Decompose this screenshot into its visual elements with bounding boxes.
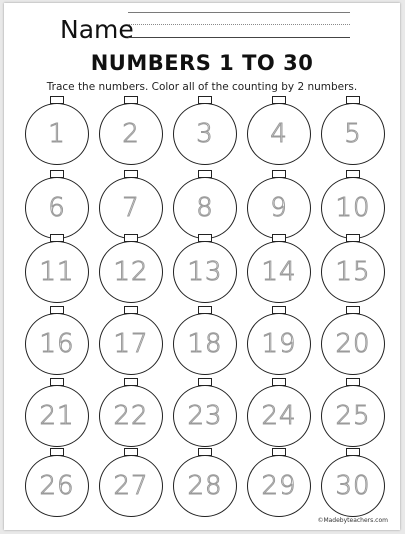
ornament-17 [99,306,163,378]
ornament-23 [173,378,237,450]
ornament-3 [173,96,237,168]
ornament-4 [247,96,311,168]
trace-number: 27 [113,471,149,501]
ornament-6 [25,170,89,242]
ornament-14 [247,234,311,306]
trace-number: 22 [113,401,149,431]
ornament-19 [247,306,311,378]
trace-number: 24 [261,401,297,431]
ornament-16 [25,306,89,378]
ornament-10 [321,170,385,242]
ornament-27 [99,448,163,520]
trace-number: 18 [187,329,223,359]
ornament-24 [247,378,311,450]
trace-number: 9 [270,193,288,223]
ornament-15 [321,234,385,306]
ornament-11 [25,234,89,306]
trace-number: 1 [48,119,66,149]
ornament-29 [247,448,311,520]
trace-number: 14 [261,257,297,287]
trace-number: 26 [39,471,75,501]
trace-number: 21 [39,401,75,431]
ornament-28 [173,448,237,520]
ornament-9 [247,170,311,242]
ornament-25 [321,378,385,450]
ornament-22 [99,378,163,450]
ornament-13 [173,234,237,306]
trace-number: 16 [39,329,75,359]
trace-number: 5 [344,119,362,149]
ornament-30 [321,448,385,520]
trace-number: 4 [270,119,288,149]
trace-number: 7 [122,193,140,223]
ornament-18 [173,306,237,378]
ornament-21 [25,378,89,450]
trace-number: 6 [48,193,66,223]
copyright-footer: ©Madebyteachers.com [317,517,388,524]
trace-number: 11 [39,257,75,287]
trace-number: 12 [113,257,149,287]
trace-number: 28 [187,471,223,501]
ornament-5 [321,96,385,168]
trace-number: 3 [196,119,214,149]
trace-number: 15 [335,257,371,287]
trace-number: 13 [187,257,223,287]
instructions-text: Trace the numbers. Color all of the counting by 2 numbers. [46,81,358,93]
ornament-7 [99,170,163,242]
ornament-8 [173,170,237,242]
trace-number: 29 [261,471,297,501]
ornament-1 [25,96,89,168]
trace-number: 10 [335,193,371,223]
ornament-2 [99,96,163,168]
ornament-26 [25,448,89,520]
trace-number: 8 [196,193,214,223]
trace-number: 17 [113,329,149,359]
ornament-20 [321,306,385,378]
trace-number: 2 [122,119,140,149]
trace-number: 20 [335,329,371,359]
page-title: NUMBERS 1 TO 30 [90,51,314,75]
trace-number: 19 [261,329,297,359]
trace-number: 25 [335,401,371,431]
trace-number: 23 [187,401,223,431]
name-label: Name [60,15,134,44]
ornament-12 [99,234,163,306]
trace-number: 30 [335,471,371,501]
